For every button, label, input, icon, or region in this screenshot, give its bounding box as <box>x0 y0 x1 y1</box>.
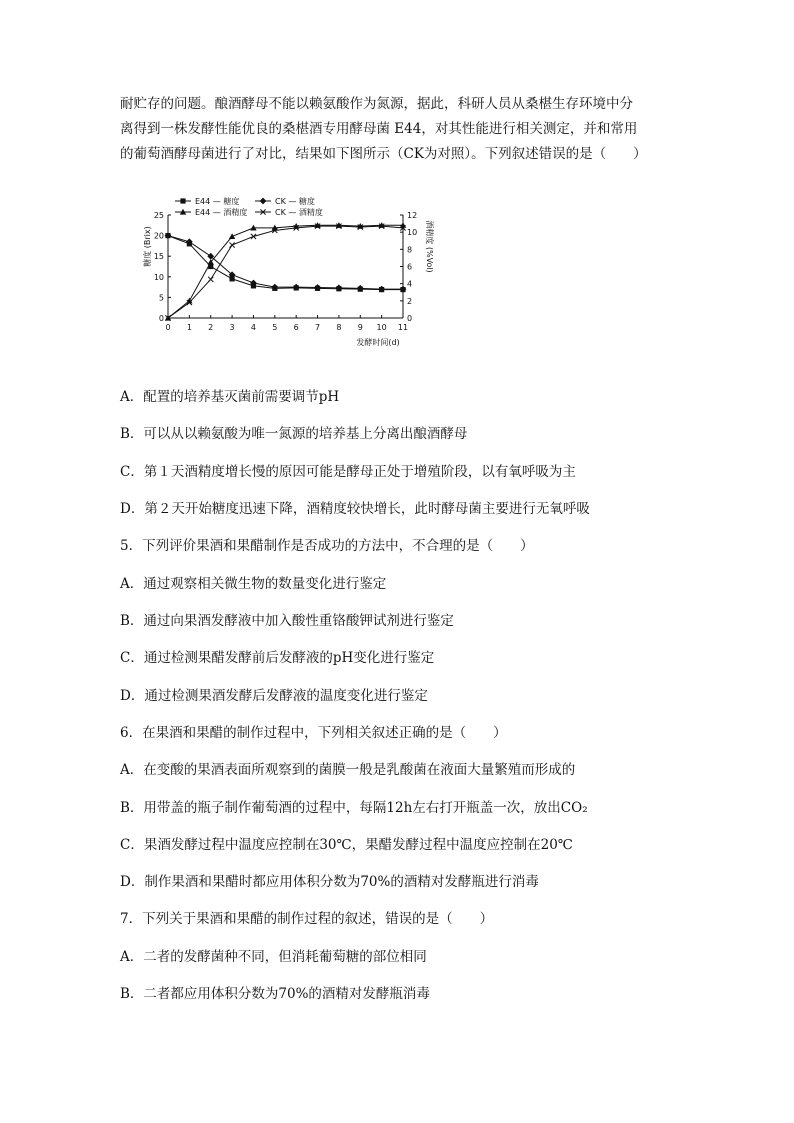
intro-line-2: 离得到一株发酵性能优良的桑椹酒专用酵母菌 E44，对其性能进行相关测定，并和常用 <box>120 121 638 137</box>
question-line: C．通过检测果醋发酵前后发酵液的pH变化进行鉴定 <box>120 650 435 666</box>
x-tick-label: 7 <box>314 323 321 332</box>
intro-paragraph <box>120 92 690 167</box>
x-tick-label: 2 <box>208 323 214 332</box>
marker-square <box>180 198 185 203</box>
question-line: B．可以从以赖氨酸为唯一氮源的培养基上分离出酿酒酵母 <box>120 426 468 442</box>
series-line-1 <box>168 236 403 290</box>
legend-label: CK — 糖度 <box>275 197 315 206</box>
left-axis-label: 糖度 (Brix) <box>143 226 152 267</box>
right-tick-label: 2 <box>407 296 413 306</box>
legend-label: CK — 酒精度 <box>275 208 323 217</box>
x-tick-label: 0 <box>165 323 171 332</box>
question-line: 5．下列评价果酒和果醋制作是否成功的方法中，不合理的是（ ） <box>120 538 534 554</box>
right-tick-label: 12 <box>407 211 418 220</box>
x-tick-label: 6 <box>293 323 299 332</box>
question-line: D．通过检测果酒发酵后发酵液的温度变化进行鉴定 <box>120 688 428 704</box>
x-tick-label: 10 <box>376 323 387 332</box>
right-tick-label: 8 <box>407 245 413 255</box>
x-tick-label: 11 <box>397 323 409 332</box>
left-tick-label: 25 <box>153 211 164 220</box>
question-line: 7．下列关于果酒和果醋的制作过程的叙述，错误的是（ ） <box>120 911 494 927</box>
left-tick-label: 15 <box>153 252 164 262</box>
left-tick-label: 0 <box>158 314 164 323</box>
question-line: D．第２天开始糖度迅速下降，酒精度较快增长，此时酵母菌主要进行无氧呼吸 <box>120 501 590 517</box>
series-line-3 <box>168 226 403 318</box>
left-tick-label: 10 <box>153 272 164 282</box>
right-tick-label: 4 <box>407 279 413 289</box>
question-line: A．配置的培养基灭菌前需要调节pH <box>120 389 340 405</box>
question-line: A．在变酸的果酒表面所观察到的菌膜一般是乳酸菌在液面大量繁殖而形成的 <box>120 762 576 778</box>
question-line: A．二者的发酵菌种不同，但消耗葡萄糖的部位相同 <box>120 949 427 965</box>
marker-diamond <box>260 198 267 205</box>
intro-line-3: 的葡萄酒酵母菌进行了对比，结果如下图所示（CK为对照）。下列叙述错误的是（ ） <box>120 146 647 162</box>
right-axis-label: 酒精度 (%Vol) <box>425 220 434 273</box>
x-tick-label: 4 <box>250 323 257 332</box>
question-line: D．制作果酒和果醋时都应用体积分数为70%的酒精对发酵瓶进行消毒 <box>120 874 539 890</box>
left-tick-label: 5 <box>158 293 164 303</box>
question-line: C．果酒发酵过程中温度应控制在30℃，果醋发酵过程中温度应控制在20℃ <box>120 837 573 853</box>
intro-line-1: 耐贮存的问题。酿酒酵母不能以赖氨酸作为氮源，据此，科研人员从桑椹生存环境中分 <box>120 96 633 112</box>
x-tick-label: 1 <box>186 323 192 332</box>
right-tick-label: 0 <box>407 314 413 323</box>
series-line-2 <box>168 225 403 318</box>
series-line-0 <box>168 236 403 290</box>
legend-label: E44 — 糖度 <box>195 197 240 206</box>
x-tick-label: 8 <box>336 323 342 332</box>
x-tick-label: 5 <box>272 323 278 332</box>
question-line: B．二者都应用体积分数为70%的酒精对发酵瓶消毒 <box>120 986 430 1002</box>
x-axis-label: 发酵时间(d) <box>356 338 400 347</box>
question-line: B．通过向果酒发酵液中加入酸性重铬酸钾试剂进行鉴定 <box>120 613 454 629</box>
marker-triangle <box>229 233 235 239</box>
right-tick-label: 6 <box>407 262 413 272</box>
x-tick-label: 3 <box>229 323 235 332</box>
x-tick-label: 9 <box>357 323 363 332</box>
question-line: C．第１天酒精度增长慢的原因可能是酵母正处于增殖阶段，以有氧呼吸为主 <box>120 464 576 480</box>
fermentation-chart <box>115 192 435 357</box>
question-line: 6．在果酒和果醋的制作过程中，下列相关叙述正确的是（ ） <box>120 725 507 741</box>
legend-label: E44 — 酒精度 <box>195 208 248 217</box>
question-line: A．通过观察相关微生物的数量变化进行鉴定 <box>120 576 387 592</box>
question-line: B．用带盖的瓶子制作葡萄酒的过程中，每隔12h左右打开瓶盖一次，放出CO₂ <box>120 800 588 816</box>
right-tick-label: 10 <box>407 228 418 238</box>
left-tick-label: 20 <box>153 231 164 241</box>
fermentation-chart-figure <box>115 192 435 357</box>
